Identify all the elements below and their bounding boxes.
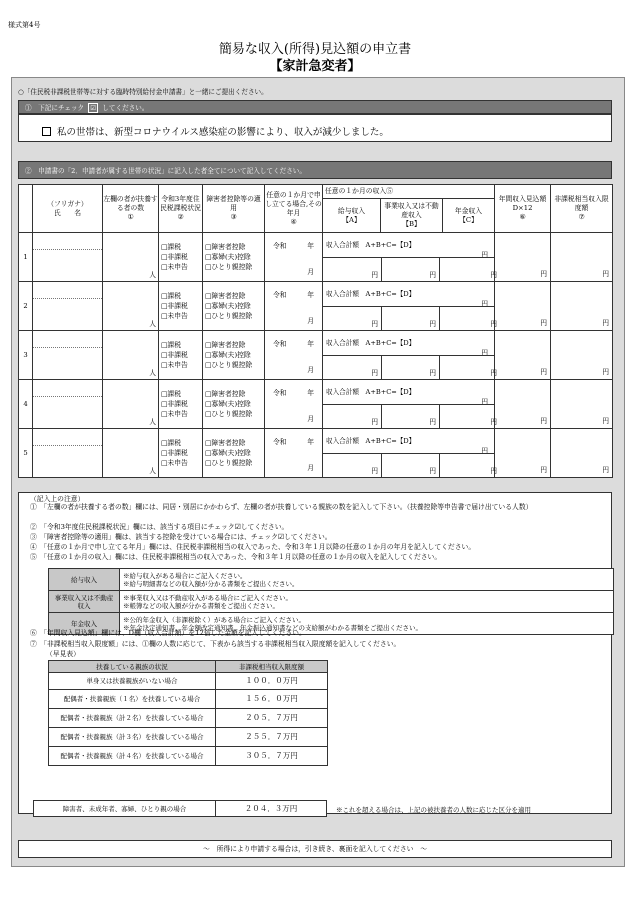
household-row <box>19 233 613 282</box>
col-month: 任意の１か月で申し立てる場合,その年月 ④ <box>265 185 323 233</box>
deduction-options[interactable]: □障害者控除 □寡婦(夫)控除 □ひとり親控除 <box>203 331 265 380</box>
doc-label: 給与収入 <box>49 569 120 591</box>
special-label: 障害者、未成年者、寡婦、ひとり親の場合 <box>34 801 216 817</box>
doc-desc: ※事業収入又は不動産収入がある場合にご記入ください。 ※帳簿などの収入額が分かる書類をご提出ください。 <box>120 591 614 613</box>
row-number: 5 <box>19 429 33 478</box>
limit-value: ３０５．７万円 <box>216 747 328 766</box>
income-field[interactable]: 収入合計額 A+B+C=【D】 円 円 円 円 <box>323 331 495 380</box>
income-limit-field[interactable]: 円 <box>551 233 613 282</box>
limit-value: ２０５．７万円 <box>216 709 328 728</box>
limit-value: ２５５．７万円 <box>216 728 328 747</box>
col-annual: 年間収入見込額D×12 ⑥ <box>495 185 551 233</box>
dependents-field[interactable] <box>103 331 159 380</box>
col-deps: 左欄の者が扶養する者の数 ① <box>103 185 159 233</box>
income-sum-label: 収入合計額 A+B+C=【D】 <box>326 290 416 298</box>
col-pension: 年金収入 【C】 <box>443 199 495 233</box>
deduction-options[interactable]: □障害者控除 □寡婦(夫)控除 □ひとり親控除 <box>203 282 265 331</box>
statement-text: 私の世帯は、新型コロナウイルス感染症の影響により、収入が減少しました。 <box>57 127 389 138</box>
page-subtitle: 【家計急変者】 <box>269 59 361 74</box>
col-business: 事業収入又は不動産収入 【B】 <box>381 199 443 233</box>
doc-desc: ※給与収入がある場合にご記入ください。 ※給与明細書などの収入額が分かる書類をご提出ください。 <box>120 569 614 591</box>
dependents-field[interactable] <box>103 429 159 478</box>
deduction-options[interactable]: □障害者控除 □寡婦(夫)控除 □ひとり親控除 <box>203 233 265 282</box>
row-number: 2 <box>19 282 33 331</box>
tax-status-options[interactable]: □課税 □非課税 □未申告 <box>159 429 203 478</box>
name-field[interactable] <box>33 282 103 331</box>
person-unit: 人 <box>149 271 156 279</box>
instruction-item: ⑥ 「年間収入見込額」欄には、D欄（収入合計額）を12倍した金額を記入してください。 <box>30 629 306 637</box>
name-field[interactable] <box>33 233 103 282</box>
person-unit: 人 <box>149 320 156 328</box>
special-limit-table <box>33 800 327 817</box>
doc-label: 事業収入又は不動産収入 <box>49 591 120 613</box>
row-number: 3 <box>19 331 33 380</box>
quick-table-hint: （早見表） <box>46 650 80 658</box>
form-number: 様式第4号 <box>8 21 41 29</box>
col-deduction: 障害者控除等の適用 ③ <box>203 185 265 233</box>
annual-income-field[interactable]: 円 <box>495 331 551 380</box>
income-sum-label: 収入合計額 A+B+C=【D】 <box>326 437 416 445</box>
limit-header: 非課税相当収入限度額 <box>216 661 328 673</box>
tax-status-options[interactable]: □課税 □非課税 □未申告 <box>159 380 203 429</box>
doc-label: 年金収入 <box>49 613 120 635</box>
income-field[interactable]: 収入合計額 A+B+C=【D】 円 円 円 円 <box>323 282 495 331</box>
annual-income-field[interactable]: 円 <box>495 380 551 429</box>
limit-status: 単身又は扶養親族がいない場合 <box>49 673 216 690</box>
dependents-field[interactable] <box>103 380 159 429</box>
deduction-options[interactable]: □障害者控除 □寡婦(夫)控除 □ひとり親控除 <box>203 429 265 478</box>
household-table <box>18 184 613 478</box>
row-number: 1 <box>19 233 33 282</box>
check-mark-icon: ☑ <box>90 104 97 112</box>
limit-status: 配偶者・扶養親族（１名）を扶養している場合 <box>49 690 216 709</box>
income-limit-field[interactable]: 円 <box>551 429 613 478</box>
month-field[interactable]: 令和 年 月 <box>265 282 323 331</box>
dependents-field[interactable] <box>103 233 159 282</box>
page-title: 簡易な収入(所得)見込額の申立書 <box>218 42 412 57</box>
annual-income-field[interactable]: 円 <box>495 282 551 331</box>
row-number: 4 <box>19 380 33 429</box>
household-row <box>19 331 613 380</box>
col-tax: 令和3年度住民税課税状況 ② <box>159 185 203 233</box>
deduction-options[interactable]: □障害者控除 □寡婦(夫)控除 □ひとり親控除 <box>203 380 265 429</box>
col-rownum <box>19 185 33 233</box>
limit-table <box>48 660 328 766</box>
income-field[interactable]: 収入合計額 A+B+C=【D】 円 円 円 円 <box>323 233 495 282</box>
limit-value: １００．０万円 <box>216 673 328 690</box>
doc-desc: ※公的年金収入（非課税除く）がある場合にご記入ください。 ※年金決定通知書、年金額改定通知書、年金振込通知書などの支給額がわかる書類をご提出ください。 <box>120 613 614 635</box>
section2-bar: ② 申請書の「2．申請者が属する世帯の状況」に記入した者全てについて記入してください。 <box>18 161 612 179</box>
instruction-item: ⑤ 「任意の１か月の収入」欄には、住民税非課税相当の収入であった、令和３年１月以降の任意の１か月の収入を記入してください。 <box>30 553 442 561</box>
documents-table <box>48 568 614 635</box>
section1-label: ① 下記にチェック <box>25 104 85 112</box>
instruction-item: ① 「左欄の者が扶養する者の数」欄には、同居・別居にかかわらず、左欄の者が扶養している親族の数を記入して下さい。（扶養控除等申告書で届け出ている人数） <box>30 503 533 511</box>
instruction-item: ② 「令和3年度住民税課税状況」欄には、該当する項目にチェック☑してください。 <box>30 523 289 531</box>
limit-value: １５６．０万円 <box>216 690 328 709</box>
annual-income-field[interactable]: 円 <box>495 429 551 478</box>
month-field[interactable]: 令和 年 月 <box>265 429 323 478</box>
section1-bar <box>18 100 612 114</box>
limit-status: 配偶者・扶養親族（計２名）を扶養している場合 <box>49 709 216 728</box>
col-name: （フリガナ） 氏 名 <box>33 185 103 233</box>
person-unit: 人 <box>149 369 156 377</box>
person-unit: 人 <box>149 418 156 426</box>
income-field[interactable]: 収入合計額 A+B+C=【D】 円 円 円 円 <box>323 380 495 429</box>
col-limit: 非課税相当収入限度額 ⑦ <box>551 185 613 233</box>
tax-status-options[interactable]: □課税 □非課税 □未申告 <box>159 282 203 331</box>
instructions-title: （記入上の注意） <box>30 495 85 503</box>
income-field[interactable]: 収入合計額 A+B+C=【D】 円 円 円 円 <box>323 429 495 478</box>
statement-line <box>42 124 389 138</box>
special-value: ２０４．３万円 <box>216 801 327 817</box>
person-unit: 人 <box>149 467 156 475</box>
instruction-item: ③ 「障害者控除等の適用」欄は、該当する控除を受けている場合には、チェック☑してください。 <box>30 533 332 541</box>
household-row <box>19 380 613 429</box>
income-sum-label: 収入合計額 A+B+C=【D】 <box>326 339 416 347</box>
submit-note: ○「住民税非課税世帯等に対する臨時特別給付金申請書」と一緒にご提出ください。 <box>18 88 268 96</box>
special-note: ※これを超える場合は、上記の被扶養者の人数に応じた区分を適用 <box>336 806 531 814</box>
name-field[interactable] <box>33 429 103 478</box>
household-row <box>19 429 613 478</box>
month-field[interactable]: 令和 年 月 <box>265 331 323 380</box>
month-field[interactable]: 令和 年 月 <box>265 233 323 282</box>
month-field[interactable]: 令和 年 月 <box>265 380 323 429</box>
instruction-item: ④ 「任意の１か月で申し立てる年月」欄には、住民税非課税相当の収入であった、令和３年１月以降の任意の１か月の年月を記入してください。 <box>30 543 476 551</box>
tax-status-options[interactable]: □課税 □非課税 □未申告 <box>159 331 203 380</box>
income-limit-field[interactable]: 円 <box>551 380 613 429</box>
col-salary: 給与収入 【A】 <box>323 199 381 233</box>
statement-checkbox[interactable] <box>42 127 51 136</box>
limit-status: 配偶者・扶養親族（計３名）を扶養している場合 <box>49 728 216 747</box>
name-field[interactable] <box>33 380 103 429</box>
income-limit-field[interactable]: 円 <box>551 282 613 331</box>
dependents-field[interactable] <box>103 282 159 331</box>
income-sum-label: 収入合計額 A+B+C=【D】 <box>326 388 416 396</box>
limit-status: 配偶者・扶養親族（計４名）を扶養している場合 <box>49 747 216 766</box>
back-page-note: ～ 所得により申請する場合は，引き続き、裏面を記入してください ～ <box>18 840 612 858</box>
section1-after: してください。 <box>102 104 149 112</box>
income-sum-label: 収入合計額 A+B+C=【D】 <box>326 241 416 249</box>
name-field[interactable] <box>33 331 103 380</box>
col-income: 任意の１か月の収入⑤ <box>323 185 495 199</box>
household-row <box>19 282 613 331</box>
tax-status-options[interactable]: □課税 □非課税 □未申告 <box>159 233 203 282</box>
limit-header: 扶養している親族の状況 <box>49 661 216 673</box>
income-limit-field[interactable]: 円 <box>551 331 613 380</box>
instruction-item: ⑦ 「非課税相当収入限度額」には、①欄の人数に応じて、下表から該当する非課税相当収入限度額を記入してください。 <box>30 640 401 648</box>
annual-income-field[interactable]: 円 <box>495 233 551 282</box>
